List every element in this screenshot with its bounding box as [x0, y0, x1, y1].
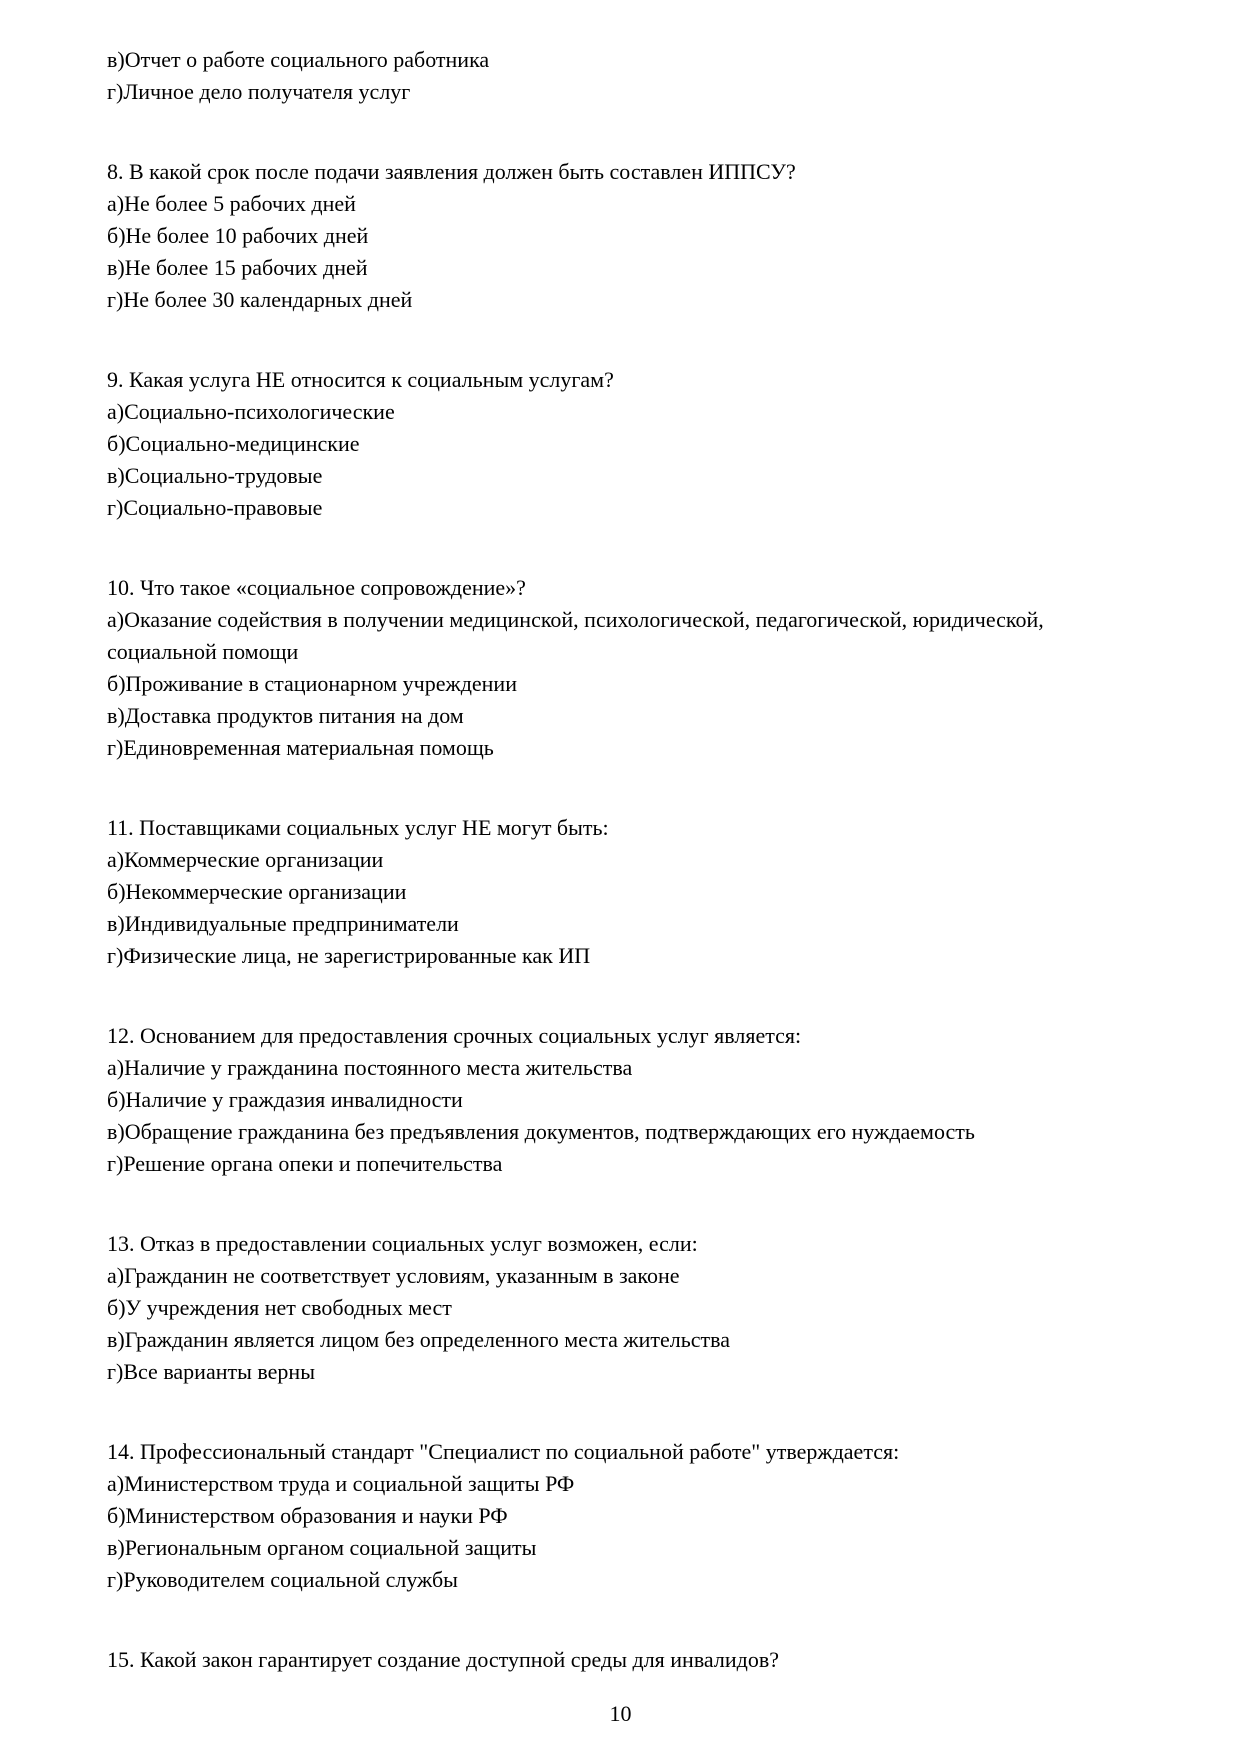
- answer-option: б)Наличие у граждазия инвалидности: [107, 1087, 463, 1112]
- answer-option: б)Социально-медицинские: [107, 431, 360, 456]
- answer-option: в)Гражданин является лицом без определенного места жительства: [107, 1327, 731, 1352]
- document-content: [107, 44, 1129, 1676]
- answer-option: в)Не более 15 рабочих дней: [107, 255, 368, 280]
- answer-option: б)Министерством образования и науки РФ: [107, 1503, 508, 1528]
- question-block-14: [107, 1436, 1129, 1596]
- question-text: 9. Какая услуга НЕ относится к социальным услугам?: [107, 367, 614, 392]
- answer-option: в)Доставка продуктов питания на дом: [107, 703, 464, 728]
- answer-option: в)Индивидуальные предприниматели: [107, 911, 459, 936]
- question-text: 13. Отказ в предоставлении социальных услуг возможен, если:: [107, 1231, 698, 1256]
- answer-option: г)Физические лица, не зарегистрированные как ИП: [107, 943, 591, 968]
- answer-option: а)Министерством труда и социальной защиты РФ: [107, 1471, 575, 1496]
- question-block-15: [107, 1644, 1129, 1676]
- answer-option: а)Гражданин не соответствует условиям, указанным в законе: [107, 1263, 680, 1288]
- question-block-9: [107, 364, 1129, 524]
- question-block-13: [107, 1228, 1129, 1388]
- question-text: 10. Что такое «социальное сопровождение»?: [107, 575, 526, 600]
- question-block-12: [107, 1020, 1129, 1180]
- question-text: 14. Профессиональный стандарт "Специалист по социальной работе" утверждается:: [107, 1439, 900, 1464]
- answer-option: г)Руководителем социальной службы: [107, 1567, 458, 1592]
- question-block-10: [107, 572, 1129, 764]
- page-number: 10: [609, 1701, 632, 1726]
- answer-option: в)Социально-трудовые: [107, 463, 323, 488]
- carried-over-options: [107, 44, 1129, 108]
- answer-option: б)Не более 10 рабочих дней: [107, 223, 369, 248]
- answer-option: в)Обращение гражданина без предъявления документов, подтверждающих его нуждаемость: [107, 1119, 975, 1144]
- question-block-11: [107, 812, 1129, 972]
- answer-option: а)Коммерческие организации: [107, 847, 384, 872]
- question-text: 12. Основанием для предоставления срочных социальных услуг является:: [107, 1023, 802, 1048]
- answer-option: б)У учреждения нет свободных мест: [107, 1295, 452, 1320]
- question-block-8: [107, 156, 1129, 316]
- answer-option: г)Решение органа опеки и попечительства: [107, 1151, 503, 1176]
- answer-option: б)Некоммерческие организации: [107, 879, 407, 904]
- question-text: 8. В какой срок после подачи заявления должен быть составлен ИППСУ?: [107, 159, 796, 184]
- answer-option: г)Все варианты верны: [107, 1359, 315, 1384]
- question-text: 11. Поставщиками социальных услуг НЕ могут быть:: [107, 815, 609, 840]
- answer-option: г)Единовременная материальная помощь: [107, 735, 494, 760]
- question-text: 15. Какой закон гарантирует создание доступной среды для инвалидов?: [107, 1647, 779, 1672]
- answer-option: г)Личное дело получателя услуг: [107, 79, 411, 104]
- answer-option: г)Не более 30 календарных дней: [107, 287, 413, 312]
- answer-option: г)Социально-правовые: [107, 495, 323, 520]
- answer-option: а)Не более 5 рабочих дней: [107, 191, 356, 216]
- answer-option: а)Оказание содействия в получении медицинской, психологической, педагогической, юридической, социальной помощи: [107, 607, 1044, 664]
- answer-option: б)Проживание в стационарном учреждении: [107, 671, 517, 696]
- answer-option: а)Наличие у гражданина постоянного места жительства: [107, 1055, 633, 1080]
- answer-option: в)Отчет о работе социального работника: [107, 47, 490, 72]
- answer-option: в)Региональным органом социальной защиты: [107, 1535, 537, 1560]
- answer-option: а)Социально-психологические: [107, 399, 395, 424]
